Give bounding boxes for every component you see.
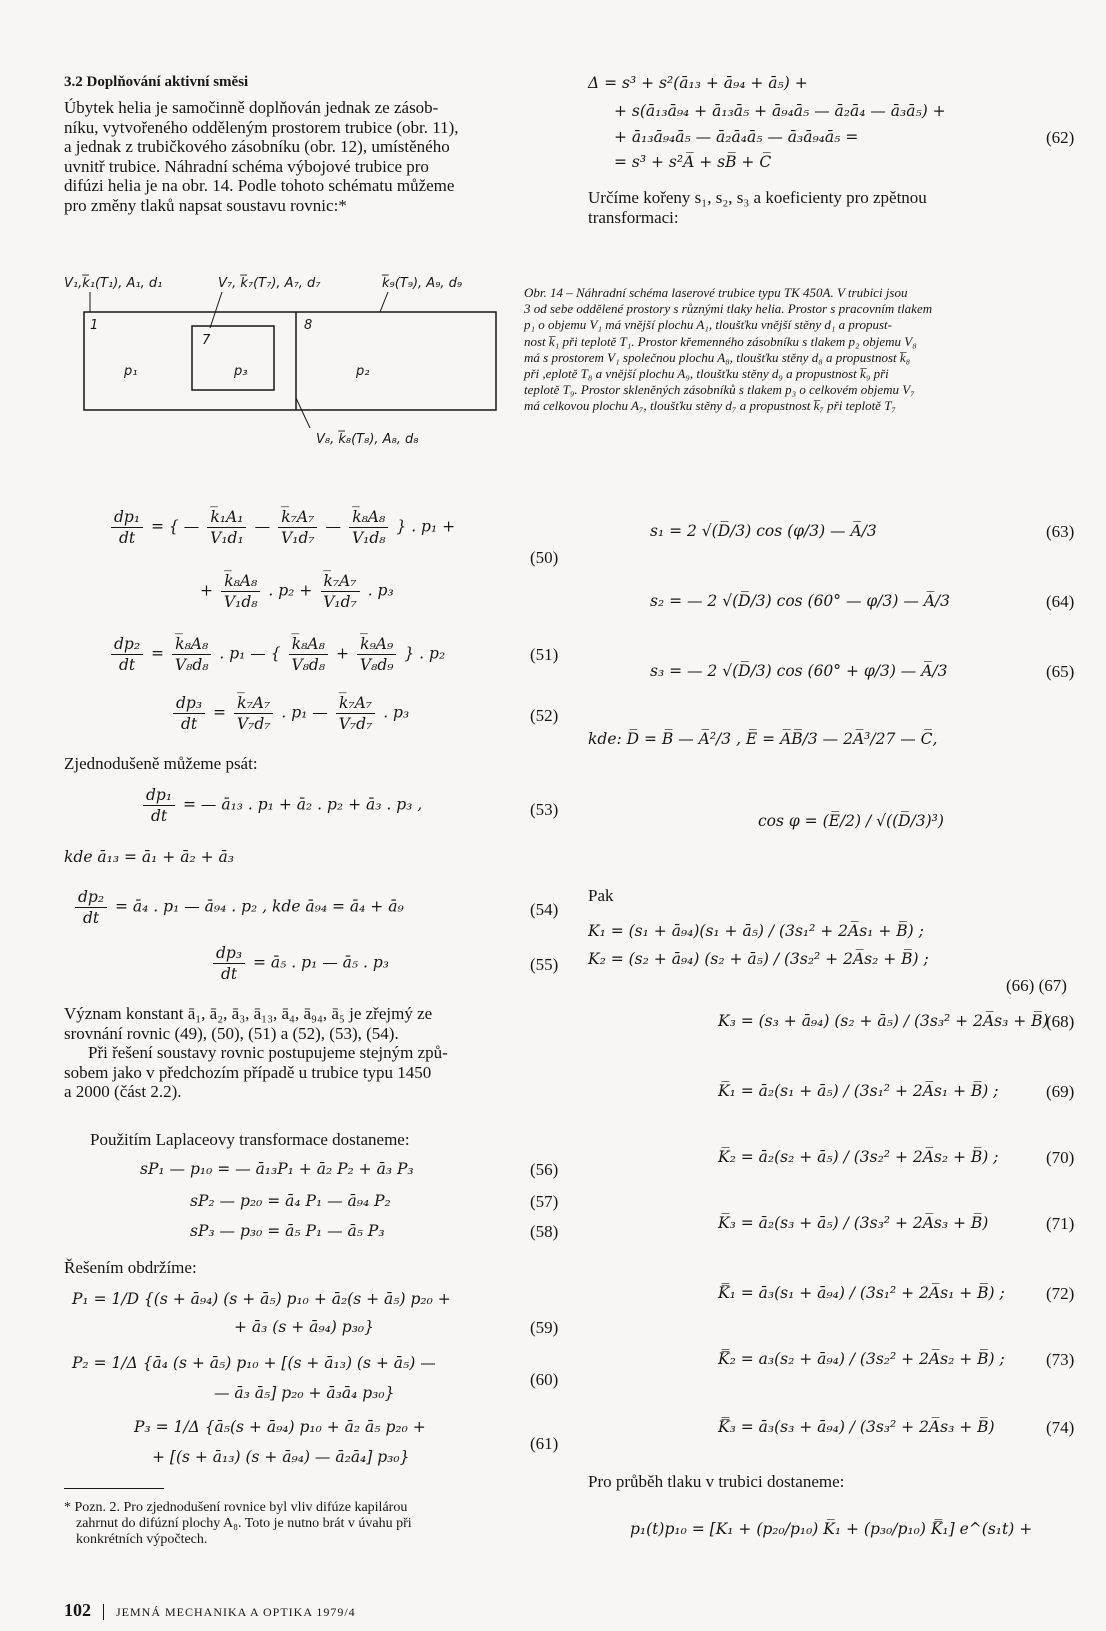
intro-line: a jednak z trubičkového zásobníku (obr. 12), umístěného xyxy=(64,137,450,157)
fraction: $\frac{\text{dp₂}}{dt}$ xyxy=(75,888,107,927)
eq57-line: sP₂ — p₂₀ = ā₄ P₁ — ā₉₄ P₂ xyxy=(190,1192,391,1210)
fraction: $\frac{\text{k̅₉A₉}}{\text{V₈d₉}}$ xyxy=(357,635,397,674)
leader-line xyxy=(296,398,310,428)
eq65-line: s₃ = — 2 √(D̅/3) cos (60° + φ/3) — A̅/3 xyxy=(650,662,948,680)
fraction: $\frac{\text{k̅₇A₇}}{\text{V₇d₇}}$ xyxy=(336,694,376,733)
caption-line: při ,eplotě T₈ a vnější plochu A₉, tloušťku stěny d₉ a propustnost k̅₉ při xyxy=(524,366,889,382)
eq52-number: (52) xyxy=(530,706,559,725)
fig-label-v8: V₈, k̅₈(T₈), A₈, d₈ xyxy=(316,432,419,447)
fraction: $\frac{\text{k̅₈A₈}}{\text{V₈d₈}}$ xyxy=(172,635,212,674)
fraction: $\frac{\text{k̅₇A₇}}{\text{V₇d₇}}$ xyxy=(234,694,274,733)
eq72-number: (72) xyxy=(1046,1284,1075,1303)
eq65-number: (65) xyxy=(1046,662,1075,681)
intro-line: uvnitř trubice. Náhradní schéma výbojové trubice pro xyxy=(64,156,429,176)
eq54-line: $\frac{\text{dp₂}}{dt}$ = ā₄ . p₁ — ā₉₄ . p₂ , kde ā₉₄ = ā₄ + ā₉ xyxy=(72,888,404,927)
simplified-label: Zjednodušeně můžeme psát: xyxy=(64,754,258,773)
eq52-line: $\frac{\text{dp₃}}{dt}$ = $\frac{\text{k̅₇A₇}}{\text{V₇d₇}}$ . p₁ — $\frac{\text{k̅₇A₇}}{\text{V₇d₇}}$ . p₃ xyxy=(170,694,409,733)
caption-line: 3 od sebe oddělené prostory s různými tlaky helia. Prostor s pracovním tlakem xyxy=(524,301,933,317)
meaning-line: srovnání rovnic (49), (50), (51) a (52), (53), (54). xyxy=(64,1023,399,1043)
eq50-line-2: + $\frac{\text{k̅₈A₈}}{\text{V₁d₈}}$ . p₂ + $\frac{\text{k̅₇A₇}}{\text{V₁d₇}}$ . p₃ xyxy=(200,572,394,611)
roots-line: Určíme kořeny s₁, s₂, s₃ a koeficienty pro zpětnou xyxy=(588,188,927,207)
eq72-line: K̿₁ = ā₃(s₁ + ā₉₄) / (3s₁² + 2A̅s₁ + B̅) ; xyxy=(718,1284,1005,1302)
fraction: $\frac{\text{k̅₇A₇}}{\text{V₁d₇}}$ xyxy=(320,572,360,611)
footnote xyxy=(64,1500,546,1548)
eq62-line: = s³ + s²A̅ + sB̅ + C̅ xyxy=(614,153,772,171)
eq67-line: K₂ = (s₂ + ā₉₄) (s₂ + ā₅) / (3s₂² + 2A̅s₂ + B̅) ; xyxy=(588,950,929,968)
eq50-line-1: $\frac{\text{dp₁}}{dt}$ = { — $\frac{\text{k̅₁A₁}}{\text{V₁d₁}}$ — $\frac{\text{k̅₇A₇}}{\text{V₁d₇}}$ — $\frac{\text{k̅₈A₈}}{\text{V₁d₈}}$ } . p₁ + xyxy=(108,508,455,547)
intro-line: pro změny tlaků napsat soustavu rovnic:* xyxy=(64,195,347,215)
footnote-line: zahrnut do difúzní plochy A₈. Toto je nutno brát v úvahu při xyxy=(76,1516,412,1531)
eq66-line: K₁ = (s₁ + ā₉₄)(s₁ + ā₅) / (3s₁² + 2A̅s₁ + B̅) ; xyxy=(588,922,924,940)
eq56-line: sP₁ — p₁₀ = — ā₁₃P₁ + ā₂ P₂ + ā₃ P₃ xyxy=(140,1160,414,1178)
fig-label-v7: V₇, k̅₇(T₇), A₇, d₇ xyxy=(218,276,321,291)
eq62-line: Δ = s³ + s²(ā₁₃ + ā₉₄ + ā₅) + xyxy=(588,74,808,92)
eq64-number: (64) xyxy=(1046,592,1075,611)
eq60-line: — ā₃ ā₅] p₂₀ + ā₃ā₄ p₃₀} xyxy=(214,1384,395,1402)
fig-region-number: 7 xyxy=(202,333,211,348)
fraction: $\frac{\text{dp₃}}{dt}$ xyxy=(173,694,205,733)
footnote-line: konkrétních výpočtech. xyxy=(76,1532,208,1547)
roots-line: transformaci: xyxy=(588,207,679,227)
final-pressure-equation: p₁(t)p₁₀ = [K₁ + (p₂₀/p₁₀) K̅₁ + (p₃₀/p₁₀) K̿₁] e^(s₁t) + xyxy=(630,1520,1033,1538)
eq73-line: K̿₂ = a₃(s₂ + ā₉₄) / (3s₂² + 2A̅s₂ + B̅) ; xyxy=(718,1350,1005,1368)
eq59-number: (59) xyxy=(530,1318,559,1337)
fig-region-number: 1 xyxy=(90,318,99,333)
eq69-number: (69) xyxy=(1046,1082,1075,1101)
fraction: $\frac{\text{dp₂}}{dt}$ xyxy=(111,635,143,674)
fig-pressure-label: p₂ xyxy=(356,364,370,379)
intro-line: níku, vytvořeného odděleným prostorem trubice (obr. 11), xyxy=(64,117,459,137)
eq59-line: + ā₃ (s + ā₉₄) p₃₀} xyxy=(234,1318,374,1336)
section-heading: 3.2 Doplňování aktivní směsi xyxy=(64,74,249,90)
intro-paragraph xyxy=(64,98,546,216)
eq73-number: (73) xyxy=(1046,1350,1075,1369)
fraction: $\frac{\text{k̅₈A₈}}{\text{V₁d₈}}$ xyxy=(349,508,389,547)
eq70-line: K̅₂ = ā₂(s₂ + ā₅) / (3s₂² + 2A̅s₂ + B̅) ; xyxy=(718,1148,999,1166)
caption-line: nost k̅₁ při teplotě T₁. Prostor křemenného zásobníku s tlakem p₂ objemu V₈ xyxy=(524,333,917,349)
eq62-line: + ā₁₃ā₉₄ā₅ — ā₂ā₄ā₅ — ā₃ā₉₄ā₅ = xyxy=(614,128,859,146)
eq53-line: $\frac{\text{dp₁}}{dt}$ = — ā₁₃ . p₁ + ā₂ . p₂ + ā₃ . p₃ , xyxy=(140,786,422,825)
eq54-number: (54) xyxy=(530,900,559,919)
solving-label: Řešením obdržíme: xyxy=(64,1258,197,1277)
eq63-line: s₁ = 2 √(D̅/3) cos (φ/3) — A̅/3 xyxy=(650,522,877,540)
eq62-line: + s(ā₁₃ā₉₄ + ā₁₃ā₅ + ā₉₄ā₅ — ā₂ā₄ — ā₃ā₅) + xyxy=(614,102,946,120)
eq53-number: (53) xyxy=(530,800,559,819)
footnote-rule xyxy=(64,1488,164,1489)
kde-a13: kde ā₁₃ = ā₁ + ā₂ + ā₃ xyxy=(64,848,234,866)
eq69-line: K̅₁ = ā₂(s₁ + ā₅) / (3s₁² + 2A̅s₁ + B̅) ; xyxy=(718,1082,999,1100)
pak-label: Pak xyxy=(588,886,614,905)
intro-line: difúzi helia je na obr. 14. Podle tohoto schématu můžeme xyxy=(64,176,455,196)
eq66-67-number: (66) (67) xyxy=(1006,976,1067,995)
page-footer xyxy=(64,1600,356,1621)
eq68-line: K₃ = (s₃ + ā₉₄) (s₂ + ā₅) / (3s₃² + 2A̅s₃ + B̅) xyxy=(718,1012,1049,1030)
fraction: $\frac{\text{k̅₇A₇}}{\text{V₁d₇}}$ xyxy=(278,508,318,547)
journal-title: JEMNÁ MECHANIKA A OPTIKA 1979/4 xyxy=(116,1605,356,1619)
tube-outer-box xyxy=(84,312,496,410)
caption-line: Obr. 14 – Náhradní schéma laserové trubice typu TK 450A. V trubici jsou xyxy=(524,285,908,300)
fraction: $\frac{\text{dp₃}}{dt}$ xyxy=(213,944,245,983)
laplace-label: Použitím Laplaceovy transformace dostaneme: xyxy=(90,1130,410,1149)
eq55-line: $\frac{\text{dp₃}}{dt}$ = ā₅ . p₁ — ā₅ . p₃ xyxy=(210,944,389,983)
fig-label-v1: V₁,k̅₁(T₁), A₁, d₁ xyxy=(64,276,163,291)
meaning-paragraph xyxy=(64,1004,546,1102)
eq58-line: sP₃ — p₃₀ = ā₅ P₁ — ā₅ P₃ xyxy=(190,1222,385,1240)
leader-line xyxy=(380,292,388,312)
caption-line: má celkovou plochu A₇, tloušťku stěny d₇ a propustnost k̅₇ při teplotě T₇ xyxy=(524,398,896,414)
fraction: $\frac{\text{k̅₈A₈}}{\text{V₁d₈}}$ xyxy=(221,572,261,611)
caption-line: teplotě T₉. Prostor skleněných zásobníků s tlakem p₃ o celkovém objemu V₇ xyxy=(524,382,915,398)
caption-line: má s prostorem V₁ společnou plochu A₈, tloušťku stěny d₈ a propustnost k̅₈ xyxy=(524,349,911,365)
eq68-number: (68) xyxy=(1046,1012,1075,1031)
eq71-line: K̅₃ = ā₂(s₃ + ā₅) / (3s₃² + 2A̅s₃ + B̅) xyxy=(718,1214,989,1232)
footnote-line: * Pozn. 2. Pro zjednodušení rovnice byl vliv difúze kapilárou xyxy=(64,1500,408,1515)
eq71-number: (71) xyxy=(1046,1214,1075,1233)
eq59-line: P₁ = 1/D {(s + ā₉₄) (s + ā₅) p₁₀ + ā₂(s + ā₅) p₂₀ + xyxy=(72,1290,451,1308)
eq61-line: + [(s + ā₁₃) (s + ā₉₄) — ā₂ā₄] p₃₀} xyxy=(152,1448,410,1466)
cos-phi-definition: cos φ = (E̅/2) / √((D̅/3)³) xyxy=(758,812,944,830)
meaning-line: sobem jako v předchozím případě u trubice typu 1450 xyxy=(64,1062,432,1082)
fig-region-number: 8 xyxy=(304,318,313,333)
fraction: $\frac{\text{k̅₁A₁}}{\text{V₁d₁}}$ xyxy=(207,508,247,547)
eq57-number: (57) xyxy=(530,1192,559,1211)
eq70-number: (70) xyxy=(1046,1148,1075,1167)
eq63-number: (63) xyxy=(1046,522,1075,541)
fraction: $\frac{\text{dp₁}}{dt}$ xyxy=(111,508,143,547)
eq55-number: (55) xyxy=(530,955,559,974)
pressure-label: Pro průběh tlaku v trubici dostaneme: xyxy=(588,1472,845,1491)
eq61-line: P₃ = 1/Δ {ā₅(s + ā₉₄) p₁₀ + ā₂ ā₅ p₂₀ + xyxy=(134,1418,426,1436)
meaning-line: Význam konstant ā₁, ā₂, ā₃, ā₁₃, ā₄, ā₉₄, ā₅ je zřejmý ze xyxy=(64,1004,433,1023)
figure-caption xyxy=(524,285,1076,415)
meaning-line: Při řešení soustavy rovnic postupujeme stejným způ- xyxy=(88,1043,448,1063)
eq51-number: (51) xyxy=(530,645,559,664)
fig-label-k9: k̅₉(T₉), A₉, d₉ xyxy=(382,276,463,291)
intro-line: Úbytek helia je samočinně doplňován jednak ze zásob- xyxy=(64,98,439,117)
eq74-number: (74) xyxy=(1046,1418,1075,1437)
eq62-number: (62) xyxy=(1046,128,1075,147)
fig-pressure-label: p₁ xyxy=(124,364,138,379)
leader-line xyxy=(210,292,222,328)
caption-line: p₁ o objemu V₁ má vnější plochu A₁, tloušťku vnější stěny d₁ a propust- xyxy=(524,317,892,333)
fraction: $\frac{\text{dp₁}}{dt}$ xyxy=(143,786,175,825)
eq60-number: (60) xyxy=(530,1370,559,1389)
roots-paragraph xyxy=(588,188,1074,227)
eq56-number: (56) xyxy=(530,1160,559,1179)
fraction: $\frac{\text{k̅₈A₈}}{\text{V₈d₈}}$ xyxy=(289,635,329,674)
kde-definitions: kde: D̅ = B̅ — A̅²/3 , E̅ = A̅B̅/3 — 2A̅³/27 — C̅, xyxy=(588,730,938,748)
meaning-line: a 2000 (část 2.2). xyxy=(64,1082,182,1102)
eq60-line: P₂ = 1/Δ {ā₄ (s + ā₅) p₁₀ + [(s + ā₁₃) (s + ā₅) — xyxy=(72,1354,436,1372)
eq51-line: $\frac{\text{dp₂}}{dt}$ = $\frac{\text{k̅₈A₈}}{\text{V₈d₈}}$ . p₁ — { $\frac{\text{k̅₈A₈}}{\text{V₈d₈}}$ + $\frac{\text{k̅₉A₉}}{\text{V₈d₉}}$ } . p₂ xyxy=(108,635,445,674)
eq58-number: (58) xyxy=(530,1222,559,1241)
eq64-line: s₂ = — 2 √(D̅/3) cos (60° — φ/3) — A̅/3 xyxy=(650,592,951,610)
eq61-number: (61) xyxy=(530,1434,559,1453)
fig-pressure-label: p₃ xyxy=(234,364,248,379)
eq50-number: (50) xyxy=(530,548,559,567)
page-number: 102 xyxy=(64,1600,91,1620)
footer-separator xyxy=(103,1604,104,1620)
eq74-line: K̿₃ = ā₃(s₃ + ā₉₄) / (3s₃² + 2A̅s₃ + B̅) xyxy=(718,1418,995,1436)
